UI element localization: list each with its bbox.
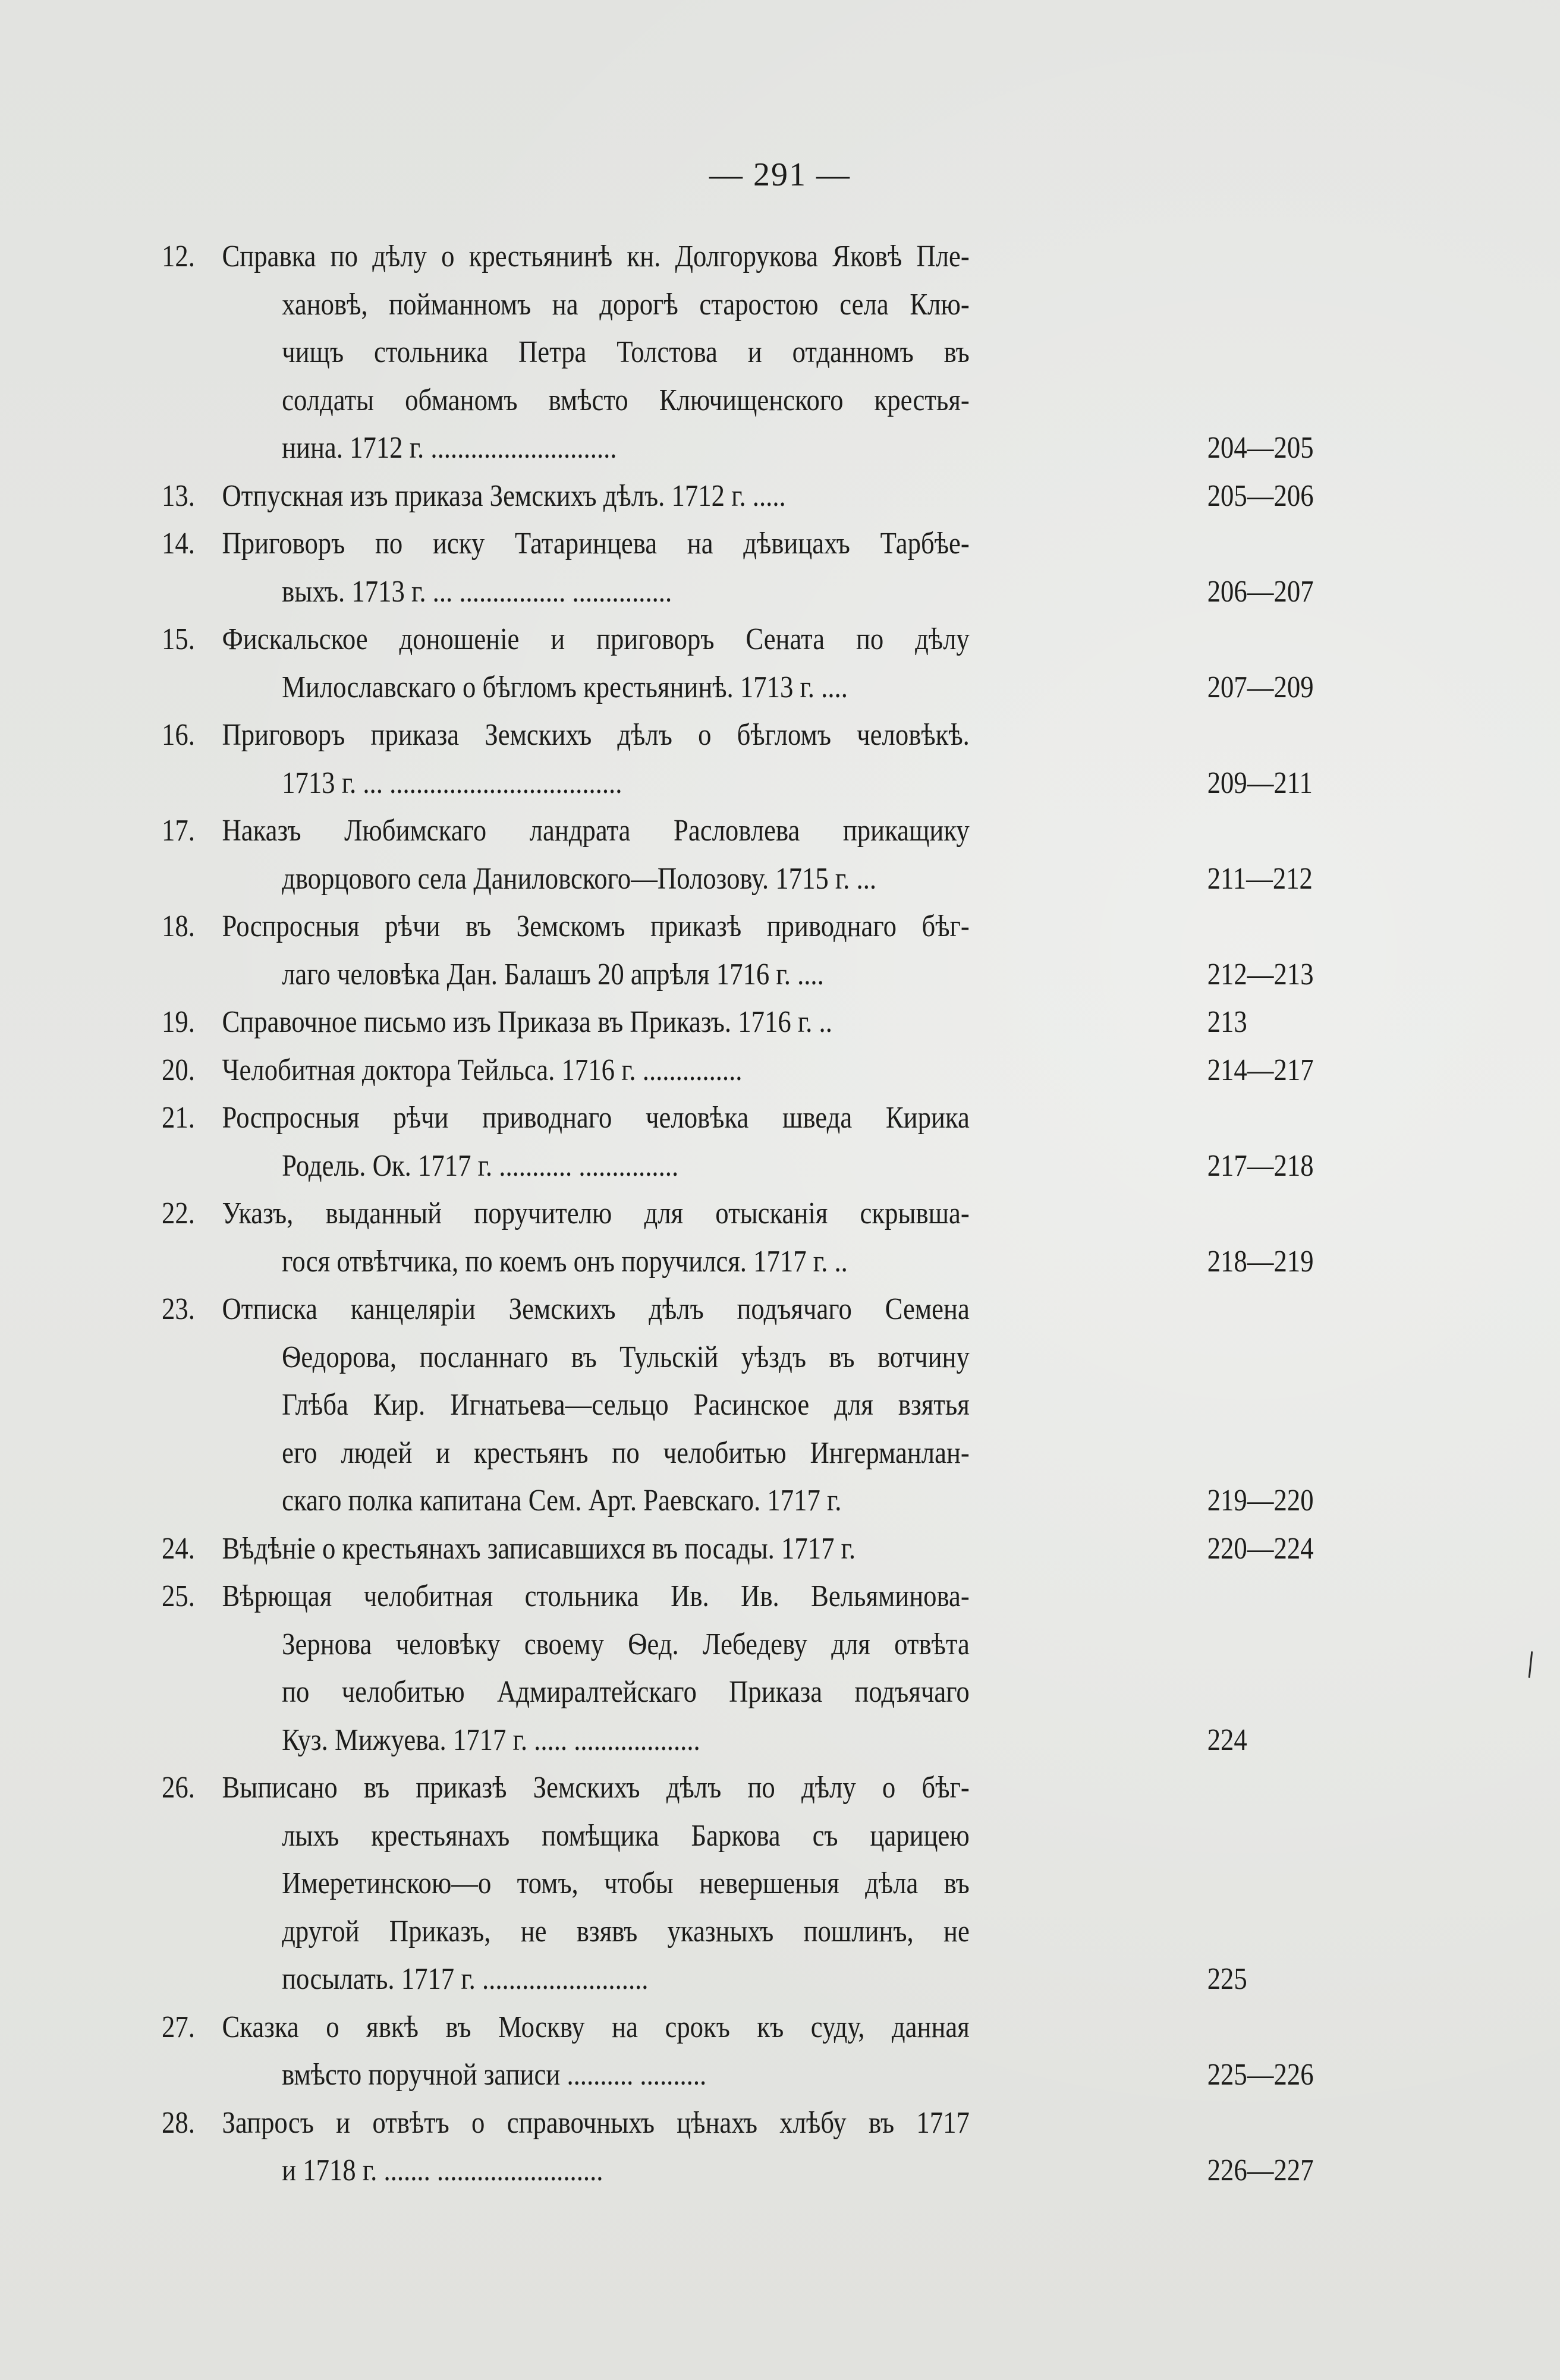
toc-entry	[162, 520, 1314, 616]
toc-entry	[162, 1525, 1314, 1573]
toc-entry-line	[162, 1047, 1314, 1095]
entry-title-text: лаго человѣка Дан. Балашъ 20 апрѣля 1716 г. ....	[282, 957, 824, 991]
toc-entry-line	[162, 2147, 1314, 2195]
toc-entry-line	[162, 1525, 1314, 1573]
toc-entry-line	[162, 1621, 1194, 1669]
toc-entry-line	[162, 712, 1194, 760]
entry-number: 12.	[162, 240, 195, 273]
entry-title-text: Роспросныя рѣчи въ Земскомъ приказѣ приводнаго бѣг-	[222, 909, 970, 943]
entry-title-text: Приговоръ приказа Земскихъ дѣлъ о бѣгломъ человѣкѣ.	[222, 718, 970, 752]
entry-page-range: 218—219	[1207, 1244, 1314, 1279]
toc-entry-line	[162, 999, 1247, 1047]
toc-entry	[162, 1047, 1314, 1095]
toc-entry-line	[162, 424, 1314, 473]
toc-entry	[162, 616, 1314, 712]
entry-title-text: Родель. Ок. 1717 г. ........... ...............	[282, 1148, 679, 1183]
toc-entry	[162, 2004, 1314, 2099]
entry-number: 22.	[162, 1197, 195, 1230]
entry-title-text: Куз. Мижуева. 1717 г. ..... ...................	[282, 1723, 700, 1757]
entry-title-text: Зернова человѣку своему Ѳед. Лебедеву для отвѣта	[282, 1627, 970, 1661]
entry-title-text: Запросъ и отвѣтъ о справочныхъ цѣнахъ хлѣбу въ 1717	[222, 2105, 970, 2140]
entry-title-text: посылать. 1717 г. .........................	[282, 1962, 649, 1996]
entry-page-range: 214—217	[1207, 1053, 1314, 1087]
entry-number: 15.	[162, 622, 195, 656]
toc-entry-line	[162, 233, 1194, 281]
entry-title-text: Фискальское доношеніе и приговоръ Сената по дѣлу	[222, 622, 970, 656]
entry-page-range: 213	[1207, 1005, 1247, 1039]
toc-entry-line	[162, 855, 1313, 903]
entry-number: 25.	[162, 1579, 195, 1613]
entry-number: 14.	[162, 527, 195, 561]
entry-title-text: Отпускная изъ приказа Земскихъ дѣлъ. 1712 г. .....	[222, 478, 786, 513]
entry-title-text: Вѣрющая челобитная стольника Ив. Ив. Вельяминова-	[222, 1579, 970, 1613]
toc-entry-line	[162, 520, 1194, 568]
toc-entry-line	[162, 1142, 1314, 1191]
toc-entry	[162, 712, 1313, 807]
table-of-contents	[162, 233, 1314, 2195]
entry-title-text: Милославскаго о бѣгломъ крестьянинѣ. 1713 г. ....	[282, 670, 848, 704]
toc-entry-line	[162, 664, 1314, 712]
entry-title-text: гося отвѣтчика, по коемъ онъ поручился. 1717 г. ..	[282, 1244, 848, 1279]
toc-entry	[162, 903, 1314, 999]
toc-entry-line	[162, 1764, 1194, 1812]
entry-page-range: 206—207	[1207, 574, 1314, 609]
entry-title-text: другой Приказъ, не взявъ указныхъ пошлинъ, не	[282, 1914, 970, 1948]
toc-entry-line	[162, 1908, 1194, 1956]
toc-entry	[162, 473, 1314, 521]
entry-number: 26.	[162, 1771, 195, 1805]
toc-entry-line	[162, 1668, 1194, 1717]
entry-title-text: вмѣсто поручной записи .......... ..........	[282, 2058, 707, 2092]
entry-page-range: 225—226	[1207, 2058, 1314, 2092]
entry-page-range: 212—213	[1207, 957, 1314, 991]
entry-page-range: 217—218	[1207, 1148, 1314, 1183]
entry-title-text: Справочное письмо изъ Приказа въ Приказъ. 1716 г. ..	[222, 1005, 832, 1039]
entry-page-range: 225	[1207, 1962, 1247, 1996]
entry-page-range: 204—205	[1207, 431, 1314, 465]
entry-title-text: лыхъ крестьянахъ помѣщика Баркова съ царицею	[282, 1818, 970, 1853]
entry-page-range: 220—224	[1207, 1531, 1314, 1566]
entry-page-range: 209—211	[1207, 766, 1313, 800]
entry-title-text: чищъ стольника Петра Толстова и отданномъ въ	[282, 335, 970, 369]
entry-title-text: Вѣдѣніе о крестьянахъ записавшихся въ посады. 1717 г.	[222, 1531, 856, 1566]
toc-entry	[162, 2099, 1314, 2195]
entry-number: 23.	[162, 1292, 195, 1326]
entry-title-text: и 1718 г. ....... .........................	[282, 2154, 603, 2187]
entry-title-text: Сказка о явкѣ въ Москву на срокъ къ суду, данная	[222, 2010, 970, 2044]
entry-number: 19.	[162, 1005, 195, 1039]
entry-number: 18.	[162, 909, 195, 943]
toc-entry-line	[162, 1334, 1194, 1382]
entry-number: 28.	[162, 2105, 195, 2140]
toc-entry-line	[162, 329, 1194, 377]
entry-title-text: Отписка канцеляріи Земскихъ дѣлъ подъячаго Семена	[222, 1292, 970, 1326]
toc-entry	[162, 1573, 1247, 1764]
entry-page-range: 224	[1207, 1723, 1247, 1757]
entry-title-text: хановѣ, пойманномъ на дорогѣ старостою села Клю-	[282, 287, 970, 322]
entry-title-text: солдаты обманомъ вмѣсто Ключищенского крестья-	[282, 383, 970, 417]
entry-number: 17.	[162, 814, 195, 848]
entry-number: 27.	[162, 2010, 195, 2044]
toc-entry-line	[162, 1812, 1194, 1860]
toc-entry-line	[162, 281, 1194, 329]
toc-entry-line	[162, 1381, 1194, 1430]
toc-entry-line	[162, 1477, 1314, 1525]
toc-entry	[162, 1764, 1247, 2004]
toc-entry-line	[162, 2051, 1314, 2099]
entry-page-range: 211—212	[1207, 861, 1313, 896]
toc-entry-line	[162, 807, 1194, 855]
toc-entry-line	[162, 1430, 1194, 1478]
toc-entry	[162, 233, 1314, 473]
toc-entry-line	[162, 377, 1194, 425]
toc-entry-line	[162, 760, 1313, 808]
entry-title-text: скаго полка капитана Сем. Арт. Раевскаго. 1717 г.	[282, 1484, 842, 1518]
toc-entry	[162, 999, 1247, 1047]
entry-title-text: Глѣба Кир. Игнатьева—сельцо Расинское для взятья	[282, 1388, 970, 1422]
entry-title-text: Имеретинскою—о томъ, чтобы невершеныя дѣла въ	[282, 1866, 970, 1900]
entry-title-text: Ѳедорова, посланнаго въ Тульскій уѣздъ въ вотчину	[282, 1340, 970, 1374]
toc-entry-line	[162, 568, 1314, 616]
toc-entry-line	[162, 1286, 1194, 1334]
entry-page-range: 207—209	[1207, 670, 1314, 704]
entry-title-text: Указъ, выданный поручителю для отысканія скрывша-	[222, 1197, 970, 1230]
toc-entry-line	[162, 951, 1314, 999]
toc-entry-line	[162, 1956, 1247, 2004]
entry-title-text: по челобитью Адмиралтейскаго Приказа подъячаго	[282, 1675, 970, 1709]
toc-entry-line	[162, 1717, 1247, 1765]
toc-entry	[162, 1094, 1314, 1190]
entry-title-text: Приговоръ по иску Татаринцева на дѣвицахъ Тарбѣе-	[222, 527, 970, 561]
toc-entry-line	[162, 1860, 1194, 1908]
entry-title-text: его людей и крестьянъ по челобитью Ингерманлан-	[282, 1435, 970, 1470]
entry-title-text: дворцового села Даниловского—Полозову. 1715 г. ...	[282, 861, 877, 896]
entry-page-range: 219—220	[1207, 1484, 1314, 1518]
entry-number: 20.	[162, 1053, 195, 1087]
stray-ink-mark	[1528, 1651, 1533, 1678]
page-number-header: — 291 —	[709, 156, 851, 193]
entry-number: 24.	[162, 1531, 195, 1566]
entry-page-range: 226—227	[1207, 2154, 1314, 2187]
toc-entry-line	[162, 1573, 1194, 1621]
toc-entry-line	[162, 1190, 1194, 1238]
toc-entry	[162, 807, 1313, 903]
entry-title-text: Справка по дѣлу о крестьянинѣ кн. Долгорукова Яковѣ Пле-	[222, 240, 970, 273]
entry-title-text: 1713 г. ... ...................................	[282, 766, 622, 800]
entry-title-text: Выписано въ приказѣ Земскихъ дѣлъ по дѣлу о бѣг-	[222, 1771, 970, 1805]
toc-entry-line	[162, 2004, 1194, 2052]
toc-entry	[162, 1190, 1314, 1286]
entry-title-text: Наказъ Любимскаго ландрата Расловлева прикащику	[222, 814, 970, 848]
entry-number: 13.	[162, 478, 195, 513]
toc-entry-line	[162, 616, 1194, 664]
entry-title-text: нина. 1712 г. ............................	[282, 431, 617, 465]
entry-page-range: 205—206	[1207, 478, 1314, 513]
entry-title-text: Роспросныя рѣчи приводнаго человѣка шведа Кирика	[222, 1101, 970, 1135]
toc-entry-line	[162, 2099, 1194, 2148]
entry-number: 21.	[162, 1101, 195, 1135]
toc-entry-line	[162, 1238, 1314, 1286]
entry-number: 16.	[162, 718, 195, 752]
toc-entry-line	[162, 1094, 1194, 1142]
entry-title-text: выхъ. 1713 г. ... ................ ...............	[282, 574, 672, 609]
entry-title-text: Челобитная доктора Тейльса. 1716 г. ...............	[222, 1053, 743, 1087]
toc-entry	[162, 1286, 1314, 1525]
toc-entry-line	[162, 473, 1314, 521]
toc-entry-line	[162, 903, 1194, 951]
